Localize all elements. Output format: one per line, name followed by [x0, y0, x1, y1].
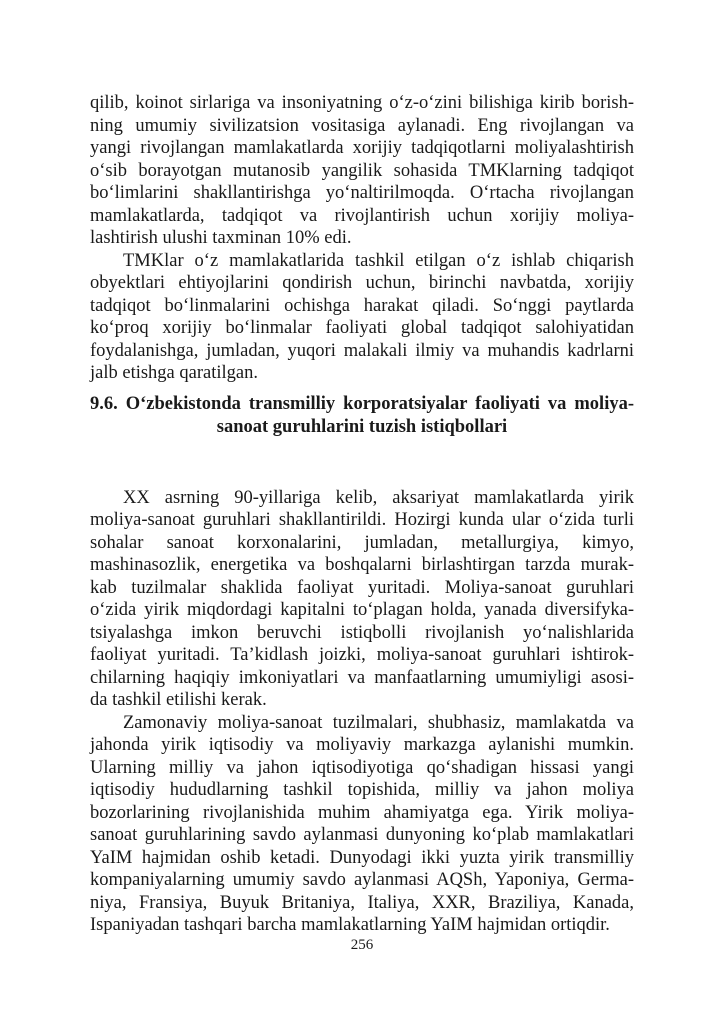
- text-line: lashtirish ulushi taxminan 10% edi.: [90, 228, 352, 248]
- text-line: o‘sib borayotgan mutanosib yangilik sohasida TMKlarning tadqiqot: [90, 160, 634, 181]
- text-line: niya, Fransiya, Buyuk Britaniya, Italiya, XXR, Braziliya, Kanada,: [90, 892, 634, 913]
- section-heading-line: sanoat guruhlarini tuzish istiqbollari: [216, 417, 508, 437]
- text-line: yangi rivojlangan mamlakatlarda xorijiy tadqiqotlarni moliyalashtirish: [90, 138, 634, 158]
- text-line: Ispaniyadan tashqari barcha mamlakatlarning YaIM hajmidan ortiqdir.: [90, 915, 610, 935]
- text-line: kab tuzilmalar shaklida faoliyat yuritadi. Moliya-sanoat guruhlari: [90, 577, 634, 598]
- paragraph: [90, 487, 634, 712]
- text-line: foydalanishga, jumladan, yuqori malakali ilmiy va muhandis kadrlarni: [90, 340, 634, 361]
- text-line: TMKlar o‘z mamlakatlarida tashkil etilgan o‘z ishlab chiqarish: [123, 250, 634, 271]
- page-number: 256: [350, 937, 374, 953]
- section-heading-line: 9.6. O‘zbekistonda transmilliy korporatsiyalar faoliyati va moliya-: [90, 394, 634, 414]
- document-page: [90, 92, 634, 937]
- paragraph: [90, 712, 634, 937]
- paragraph: [90, 250, 634, 385]
- paragraph: [90, 92, 634, 250]
- text-line: iqtisodiy hududlarning tashkil topishida, milliy va jahon moliya: [90, 780, 634, 800]
- text-line: o‘zida yirik miqdordagi kapitalni to‘plagan holda, yanada diversifyka-: [90, 600, 634, 620]
- text-line: ko‘proq xorijiy bo‘linmalar faoliyati global tadqiqot salohiyatidan: [90, 318, 634, 338]
- text-line: bo‘limlarini shakllantirishga yo‘naltirilmoqda. O‘rtacha rivojlangan: [90, 183, 634, 203]
- text-line: obyektlari ehtiyojlarini qondirish uchun, birinchi navbatda, xorijiy: [90, 273, 634, 293]
- text-line: faoliyat yuritadi. Ta’kidlash joizki, moliya-sanoat guruhlari ishtirok-: [90, 645, 634, 665]
- text-line: sanoat guruhlarining savdo aylanmasi dunyoning ko‘plab mamlakatlari: [90, 825, 634, 845]
- text-line: moliya-sanoat guruhlari shakllantirildi. Hozirgi kunda ular o‘zida turli: [90, 510, 634, 530]
- text-line: chilarning haqiqiy imkoniyatlari va manfaatlarning umumiyligi asosi-: [90, 667, 634, 688]
- text-line: tsiyalashga imkon beruvchi istiqbolli rivojlanish yo‘nalishlarida: [90, 622, 634, 643]
- text-line: mashinasozlik, energetika va boshqalarni birlashtirgan tarzda murak-: [90, 555, 634, 575]
- section-heading: [90, 393, 634, 439]
- text-line: bozorlarining rivojlanishida muhim ahamiyatga ega. Yirik moliya-: [90, 802, 634, 823]
- text-line: tadqiqot bo‘linmalarini ochishga harakat qiladi. So‘nggi paytlarda: [90, 295, 634, 316]
- text-line: Ularning milliy va jahon iqtisodiyotiga qo‘shadigan hissasi yangi: [90, 757, 634, 778]
- text-line: YaIM hajmidan oshib ketadi. Dunyodagi ikki yuzta yirik transmilliy: [90, 847, 634, 868]
- text-line: kompaniyalarning umumiy savdo aylanmasi AQSh, Yaponiya, Germa-: [90, 870, 634, 890]
- text-line: qilib, koinot sirlariga va insoniyatning o‘z-o‘zini bilishiga kirib borish-: [90, 93, 634, 113]
- text-line: XX asrning 90-yillariga kelib, aksariyat mamlakatlarda yirik: [123, 487, 634, 508]
- text-line: Zamonaviy moliya-sanoat tuzilmalari, shubhasiz, mamlakatda va: [123, 712, 634, 733]
- text-line: jahonda yirik iqtisodiy va moliyaviy markazga aylanishi mumkin.: [90, 735, 634, 755]
- text-line: ning umumiy sivilizatsion vositasiga aylanadi. Eng rivojlangan va: [90, 115, 634, 136]
- text-line: sohalar sanoat korxonalarini, jumladan, metallurgiya, kimyo,: [90, 532, 634, 553]
- text-line: jalb etishga qaratilgan.: [90, 363, 258, 383]
- text-line: mamlakatlarda, tadqiqot va rivojlantirish uchun xorijiy moliya-: [90, 205, 634, 226]
- text-line: da tashkil etilishi kerak.: [90, 690, 267, 710]
